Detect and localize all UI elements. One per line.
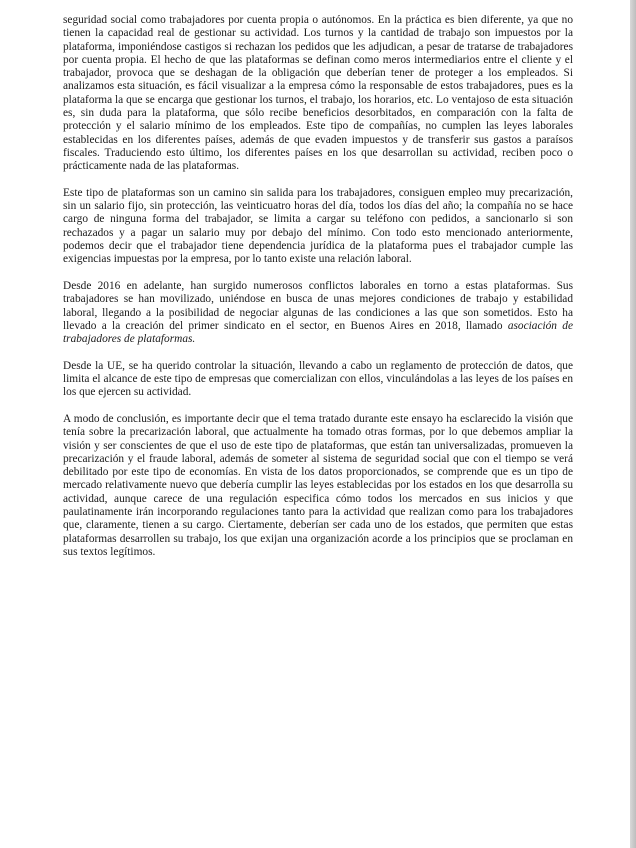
paragraph-3 xyxy=(63,280,573,346)
paragraph-2 xyxy=(63,187,573,267)
document-body xyxy=(63,14,573,572)
paragraph-2-text: Este tipo de plataformas son un camino sin salida para los trabajadores, consiguen empleo muy precarización, sin un salario fijo, sin protección, las veinticuatro horas del día, todos los días del año; la compañía no se hace cargo de ninguna forma del trabajador, se limita a cargar su teléfono con pedidos, a sancionarlo si son rechazados y a pagar un salario muy por debajo del mínimo. Con todo esto mencionado anteriormente, podemos decir que el trabajador tiene dependencia jurídica de la plataforma pues el trabajador cumple las exigencias impuestas por la empresa, por lo tanto existe una relación laboral. xyxy=(63,186,573,266)
paragraph-4 xyxy=(63,360,573,400)
paragraph-5 xyxy=(63,413,573,559)
page-edge-shadow xyxy=(630,0,636,848)
paragraph-3-text: Desde 2016 en adelante, han surgido numerosos conflictos laborales en torno a estas plataformas. Sus trabajadores se han movilizado, uniéndose en busca de unas mejores condiciones de trabajo y estabilidad laboral, llegando a la posibilidad de negociar algunas de las condiciones a las que son sometidos. Esto ha llevado a la creación del primer sindicato en el sector, en Buenos Aires en 2018, llamado xyxy=(63,279,573,332)
union-name-italic: asociación de trabajadores de plataformas. xyxy=(63,319,573,346)
paragraph-5-text: A modo de conclusión, es importante decir que el tema tratado durante este ensayo ha esclarecido la visión que tenía sobre la precarización laboral, que actualmente ha tomado otras formas, por lo que debemos ampliar la visión y ser conscientes de que el uso de este tipo de plataformas, que están tan universalizadas, promueven la precarización y el fraude laboral, además de someter al sistema de seguridad social que con el tiempo se verá debilitado por este tipo de economías. En vista de los datos proporcionados, se comprende que es un tipo de mercado relativamente nuevo que debería cumplir las leyes establecidas por los estados en los que desarrolla su actividad, aunque carece de una regulación especifica cómo todos los mercados en sus inicios y que paulatinamente irán incorporando regulaciones tanto para la actividad que realizan como para los trabajadores que, claramente, tienen a su cargo. Ciertamente, deberían ser cada uno de los estados, que permiten que estas plataformas desarrollen su trabajo, los que exijan una organización acorde a los principios que se proclaman en sus textos legítimos. xyxy=(63,412,573,558)
paragraph-4-text: Desde la UE, se ha querido controlar la situación, llevando a cabo un reglamento de protección de datos, que limita el alcance de este tipo de empresas que comercializan con ellos, vinculándolas a las leyes de los países en los que ejercen su actividad. xyxy=(63,359,573,399)
paragraph-1 xyxy=(63,14,573,174)
paragraph-1-text: seguridad social como trabajadores por cuenta propia o autónomos. En la práctica es bien diferente, ya que no tienen la capacidad real de gestionar su actividad. Los turnos y la cantidad de trabajo son impuestos por la plataforma, imponiéndose castigos si rechazan los pedidos que les adjudican, a pesar de tratarse de trabajadores por cuenta propia. El hecho de que las plataformas se definan como meros intermediarios entre el cliente y el trabajador, provoca que se deshagan de la obligación que deberían tener de proteger a los empleados. Si analizamos esta situación, es fácil visualizar a la empresa cómo la responsable de estos trabajadores, pues es la plataforma la que se encarga que gestionar los turnos, el trabajo, los horarios, etc. Lo ventajoso de esta situación es, sin duda para la plataforma, que sólo recibe beneficios desorbitados, en comparación con la falta de protección y el salario mínimo de los empleados. Este tipo de compañías, no cumplen las leyes laborales establecidas en los diferentes países, además de que evaden impuestos y de transferir sus gastos a paraísos fiscales. Traduciendo esto último, los diferentes países en los que desarrollan su actividad, reciben poco o prácticamente nada de las plataformas. xyxy=(63,14,573,173)
